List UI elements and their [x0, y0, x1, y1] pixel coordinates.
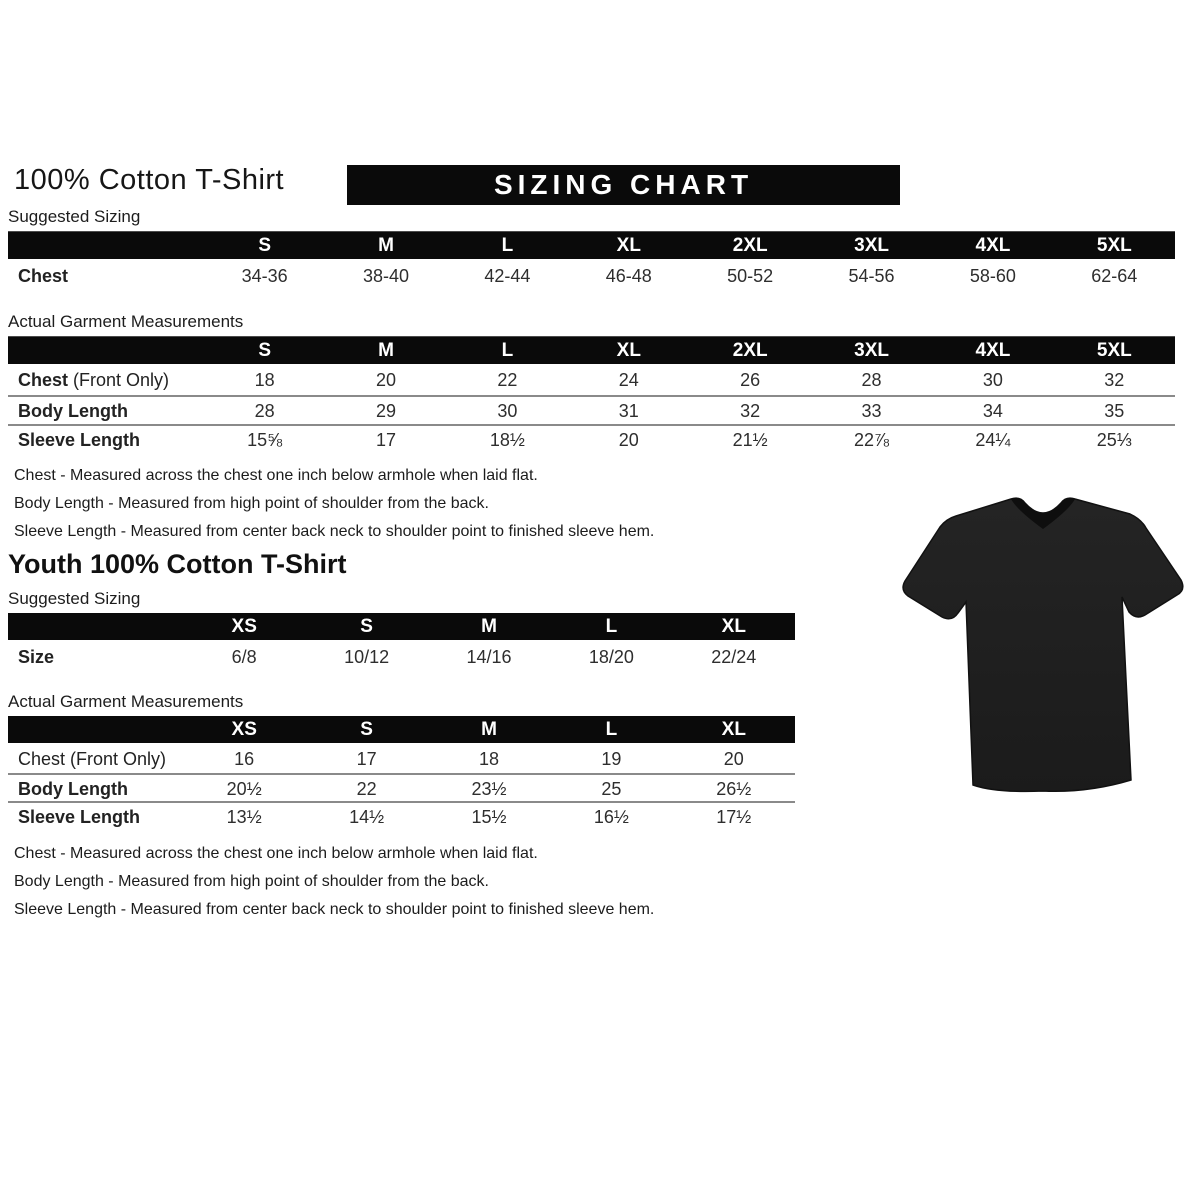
youth-suggested-header-cell: XL	[721, 615, 746, 637]
note-chest: Chest - Measured across the chest one inch below armhole when laid flat.	[14, 467, 538, 484]
youth-actual-header-row	[8, 716, 795, 743]
table-cell: 18½	[489, 430, 525, 450]
table-cell: 20	[723, 748, 744, 769]
note-chest: Chest - Measured across the chest one inch below armhole when laid flat.	[14, 845, 538, 862]
adult-sleeve-length-row	[8, 424, 1175, 455]
table-cell: 26	[740, 370, 761, 390]
table-cell: 10/12	[344, 646, 390, 667]
page-title: 100% Cotton T-Shirt	[14, 164, 285, 196]
adult-actual-header-cell: 4XL	[975, 339, 1011, 361]
adult-actual-header-cell: M	[378, 339, 394, 361]
table-cell: 34	[982, 401, 1003, 421]
table-cell: 33	[861, 401, 882, 421]
adult-actual-measurements-label: Actual Garment Measurements	[8, 312, 1175, 338]
table-cell: 20	[376, 370, 397, 390]
row-label-main: Chest	[18, 370, 69, 390]
table-cell: 6/8	[231, 646, 257, 667]
table-cell: 28	[254, 401, 275, 421]
note-body-length: Body Length - Measured from high point of shoulder from the back.	[14, 873, 489, 890]
table-cell: 22⅞	[854, 430, 890, 450]
table-cell: 25	[601, 778, 622, 799]
row-label	[8, 430, 204, 451]
adult-suggested-header-cell: L	[501, 234, 514, 256]
row-label	[8, 370, 204, 391]
row-label: Sleeve Length	[18, 806, 141, 827]
table-cell: 14½	[349, 806, 385, 827]
adult-actual-header-row	[8, 337, 1175, 364]
table-cell: 16	[234, 748, 255, 769]
table-cell: 28	[861, 370, 882, 390]
youth-actual-measurements-label: Actual Garment Measurements	[8, 692, 795, 718]
sizing-chart-banner-text: SIZING CHART	[493, 169, 754, 200]
tshirt-image	[893, 474, 1193, 804]
table-cell: 42-44	[484, 265, 531, 286]
table-cell: 21½	[732, 430, 768, 450]
adult-suggested-header-cell: 5XL	[1096, 234, 1132, 256]
row-label: Body Length	[18, 778, 128, 799]
adult-body-length-row	[8, 395, 1175, 426]
adult-measurement-notes	[14, 462, 654, 546]
adult-suggested-header-cell: XL	[616, 234, 641, 256]
table-cell: 19	[601, 748, 622, 769]
table-cell: 18	[254, 370, 275, 390]
table-cell: 62-64	[1091, 265, 1138, 286]
table-cell: 30	[497, 401, 518, 421]
table-cell: 18/20	[588, 646, 634, 667]
tshirt-body	[903, 498, 1183, 791]
adult-suggested-header-cell: S	[258, 234, 272, 256]
sizing-chart-banner	[347, 165, 900, 205]
table-cell: 22	[497, 370, 518, 390]
table-cell: 32	[1104, 370, 1125, 390]
row-label: Chest (Front Only)	[18, 748, 167, 769]
table-cell: 22	[356, 778, 377, 799]
row-label: Size	[18, 646, 55, 667]
row-label-main: Body Length	[18, 401, 128, 421]
table-cell: 24¼	[975, 430, 1011, 450]
table-cell: 32	[740, 401, 761, 421]
table-cell: 31	[618, 401, 639, 421]
adult-suggested-header-cell: 2XL	[732, 234, 768, 256]
table-cell: 17	[356, 748, 377, 769]
table-cell: 13½	[226, 806, 262, 827]
youth-measurement-notes	[14, 840, 654, 924]
youth-suggested-header-cell: XS	[231, 615, 257, 637]
table-cell: 25⅓	[1096, 430, 1132, 450]
table-cell: 54-56	[848, 265, 895, 286]
table-cell: 46-48	[605, 265, 652, 286]
adult-suggested-header-cell: 3XL	[854, 234, 889, 256]
youth-sleeve-length-row	[8, 801, 795, 831]
youth-actual-header-cell: L	[605, 718, 618, 740]
youth-actual-header-cell: M	[481, 718, 497, 740]
table-cell: 14/16	[466, 646, 512, 667]
note-body-length: Body Length - Measured from high point of shoulder from the back.	[14, 495, 489, 512]
row-label-suffix: (Front Only)	[68, 370, 170, 390]
table-cell: 58-60	[969, 265, 1016, 286]
adult-suggested-header-row	[8, 232, 1175, 259]
table-cell: 23½	[471, 778, 507, 799]
youth-body-length-row	[8, 773, 795, 803]
adult-chest-suggested-row	[8, 261, 1175, 291]
row-label	[8, 401, 204, 422]
youth-suggested-sizing-label: Suggested Sizing	[8, 589, 795, 615]
adult-actual-header-cell: L	[501, 339, 514, 361]
adult-actual-header-cell: 3XL	[854, 339, 889, 361]
youth-suggested-header-cell: S	[360, 615, 373, 637]
table-cell: 15⅝	[247, 430, 283, 450]
row-label: Chest	[18, 265, 69, 286]
adult-actual-header-cell: 2XL	[732, 339, 768, 361]
note-sleeve-length: Sleeve Length - Measured from center back neck to shoulder point to finished sleeve hem.	[14, 901, 655, 918]
table-cell: 50-52	[727, 265, 774, 286]
table-cell: 17½	[716, 806, 752, 827]
adult-suggested-sizing-label: Suggested Sizing	[8, 207, 1175, 233]
row-label-main: Sleeve Length	[18, 430, 141, 450]
adult-actual-header-cell: XL	[616, 339, 641, 361]
youth-actual-header-cell: XL	[721, 718, 746, 740]
youth-size-row	[8, 642, 795, 672]
table-cell: 22/24	[711, 646, 757, 667]
table-cell: 35	[1104, 401, 1125, 421]
table-cell: 29	[376, 401, 397, 421]
table-cell: 30	[982, 370, 1003, 390]
adult-suggested-header-cell: M	[378, 234, 394, 256]
table-cell: 18	[478, 748, 499, 769]
youth-actual-header-cell: XS	[231, 718, 257, 740]
adult-chest-row	[8, 366, 1175, 395]
table-cell: 17	[376, 430, 397, 450]
table-cell: 34-36	[241, 265, 288, 286]
table-cell: 26½	[716, 778, 752, 799]
youth-suggested-header-row	[8, 613, 795, 640]
youth-suggested-header-cell: M	[481, 615, 497, 637]
note-sleeve-length: Sleeve Length - Measured from center back neck to shoulder point to finished sleeve hem.	[14, 523, 655, 540]
table-cell: 15½	[471, 806, 507, 827]
adult-actual-header-cell: S	[258, 339, 272, 361]
youth-suggested-header-cell: L	[605, 615, 618, 637]
table-cell: 20	[618, 430, 639, 450]
adult-actual-header-cell: 5XL	[1096, 339, 1132, 361]
adult-suggested-header-cell: 4XL	[975, 234, 1011, 256]
table-cell: 38-40	[363, 265, 410, 286]
youth-title: Youth 100% Cotton T-Shirt	[8, 549, 347, 579]
table-cell: 24	[618, 370, 639, 390]
table-cell: 16½	[593, 806, 629, 827]
youth-actual-header-cell: S	[360, 718, 373, 740]
youth-chest-row	[8, 745, 795, 773]
table-cell: 20½	[226, 778, 262, 799]
